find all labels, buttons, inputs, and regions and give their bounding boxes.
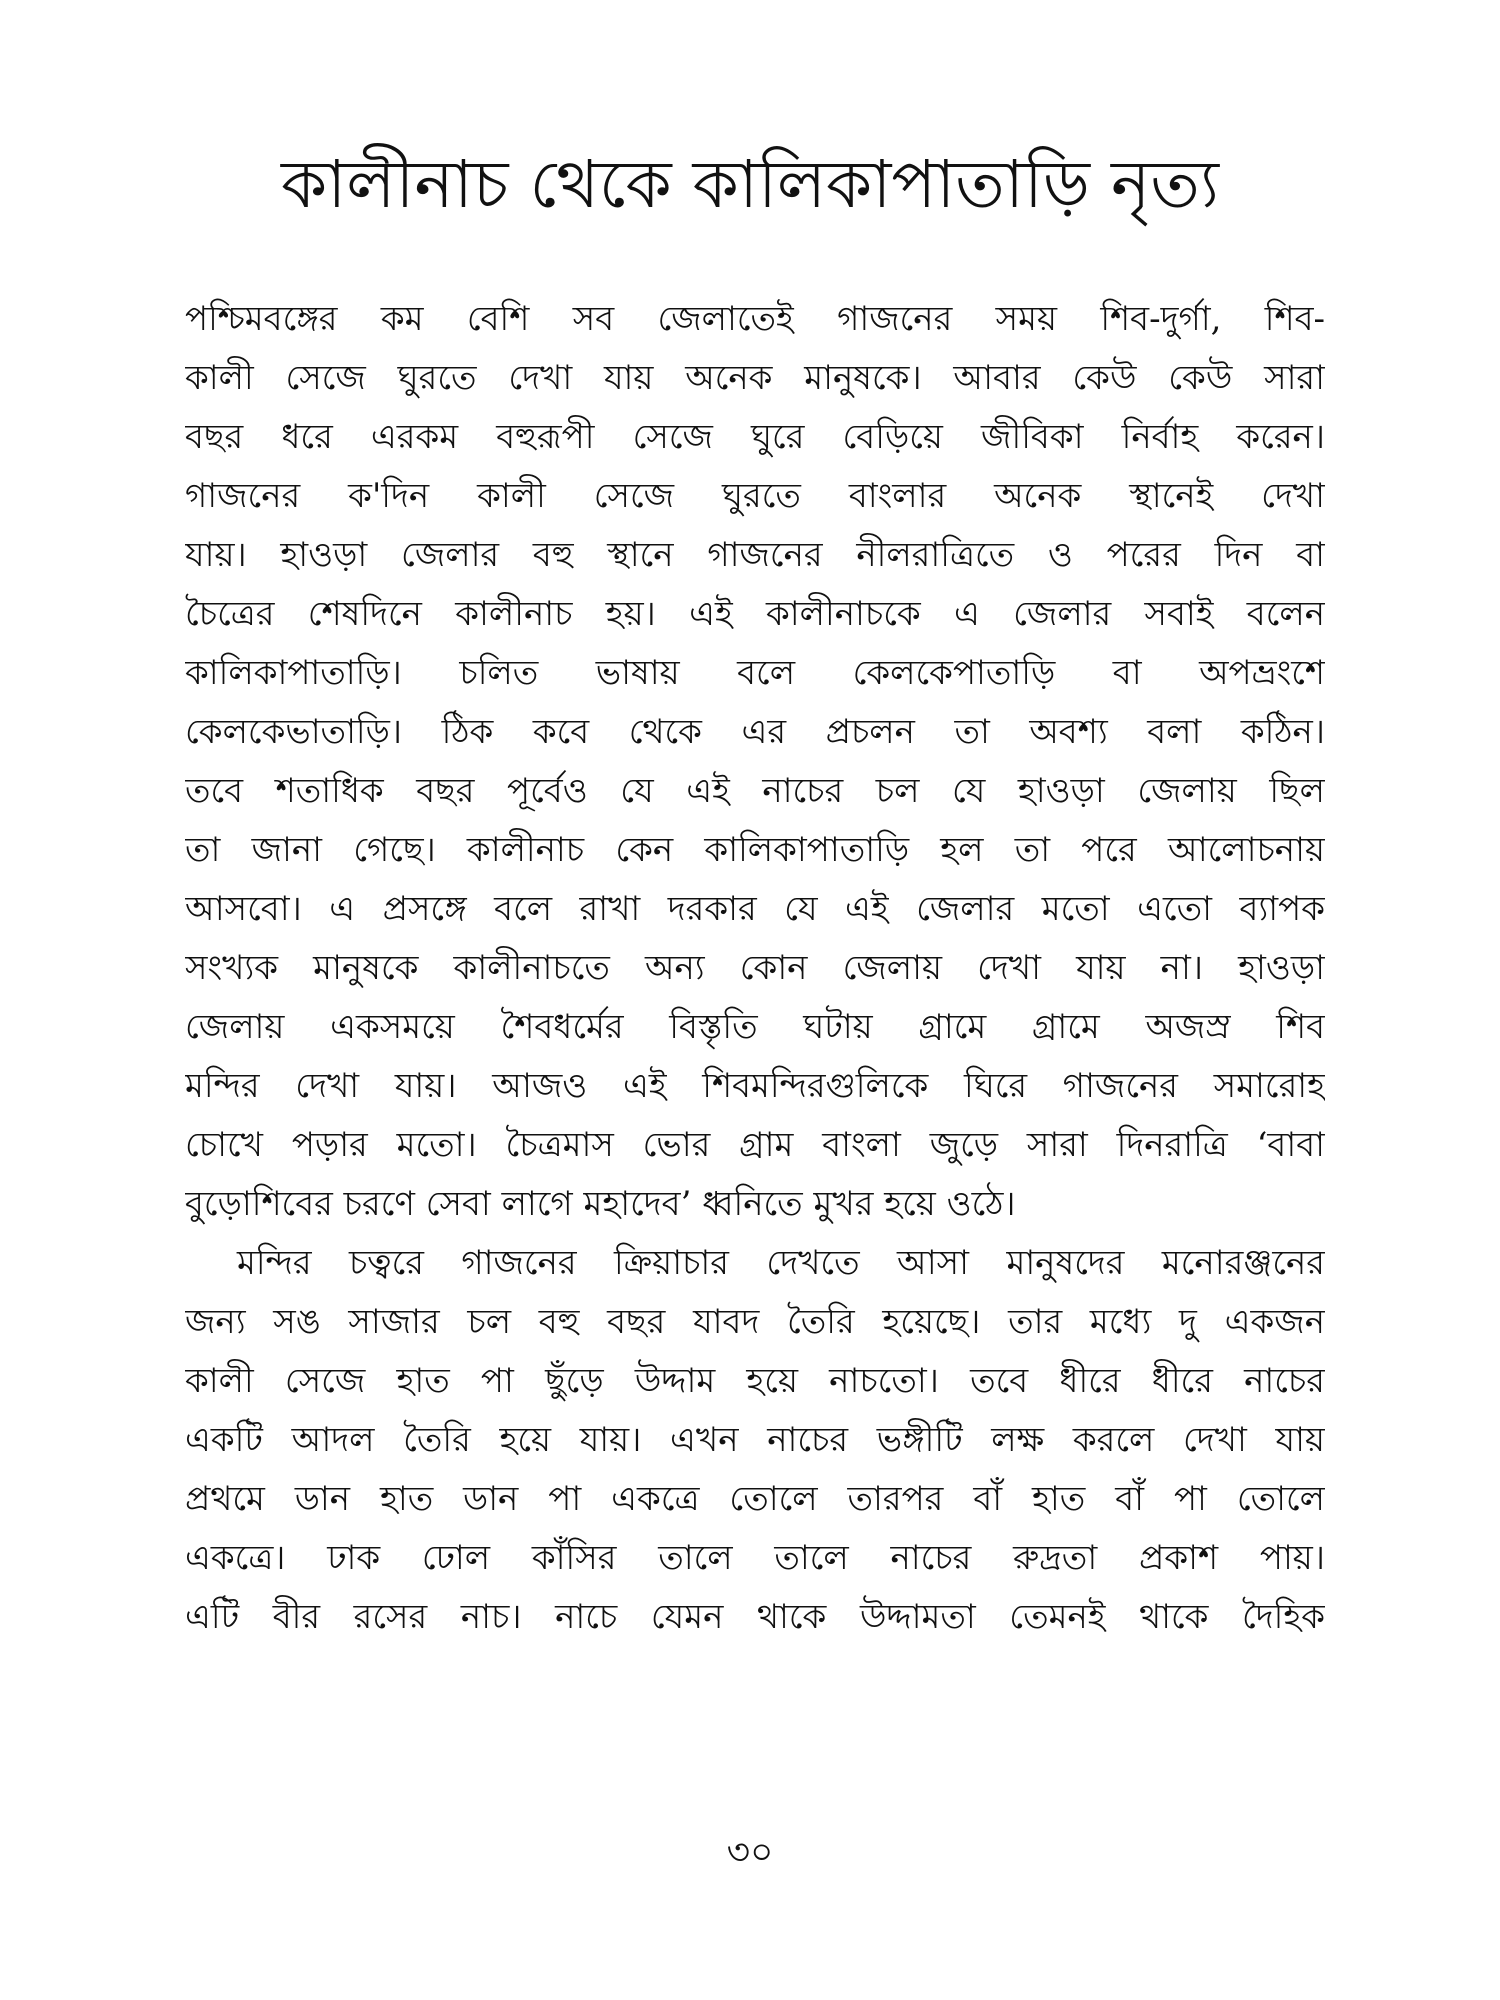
paragraph-1 xyxy=(185,290,1325,1234)
text-line: বুড়োশিবের চরণে সেবা লাগে মহাদেব’ ধ্বনিতে মুখর হয়ে ওঠে। xyxy=(185,1184,1016,1224)
text-line: তা জানা গেছে। কালীনাচ কেন কালিকাপাতাড়ি হল তা পরে আলোচনায় xyxy=(185,830,1325,870)
text-line: প্রথমে ডান হাত ডান পা একত্রে তোলে তারপর বাঁ হাত বাঁ পা তোলে xyxy=(185,1479,1325,1519)
paragraph-2 xyxy=(185,1234,1325,1647)
text-line: এটি বীর রসের নাচ। নাচে যেমন থাকে উদ্দামতা তেমনই থাকে দৈহিক xyxy=(185,1597,1325,1637)
text-line: চোখে পড়ার মতো। চৈত্রমাস ভোর গ্রাম বাংলা জুড়ে সারা দিনরাত্রি ‘বাবা xyxy=(185,1125,1325,1165)
text-line: কালী সেজে ঘুরতে দেখা যায় অনেক মানুষকে। আবার কেউ কেউ সারা xyxy=(185,358,1325,398)
text-line: মন্দির দেখা যায়। আজও এই শিবমন্দিরগুলিকে ঘিরে গাজনের সমারোহ xyxy=(185,1066,1325,1106)
text-line: মন্দির চত্বরে গাজনের ক্রিয়াচার দেখতে আসা মানুষদের মনোরঞ্জনের xyxy=(237,1243,1325,1283)
text-line: জেলায় একসময়ে শৈবধর্মের বিস্তৃতি ঘটায় গ্রামে গ্রামে অজস্র শিব xyxy=(185,1007,1325,1047)
text-line: কালী সেজে হাত পা ছুঁড়ে উদ্দাম হয়ে নাচতো। তবে ধীরে ধীরে নাচের xyxy=(185,1361,1325,1401)
text-line: চৈত্রের শেষদিনে কালীনাচ হয়। এই কালীনাচকে এ জেলার সবাই বলেন xyxy=(185,594,1325,634)
text-line: একটি আদল তৈরি হয়ে যায়। এখন নাচের ভঙ্গীটি লক্ষ করলে দেখা যায় xyxy=(185,1420,1325,1460)
text-line: যায়। হাওড়া জেলার বহু স্থানে গাজনের নীলরাত্রিতে ও পরের দিন বা xyxy=(185,535,1325,575)
text-line: পশ্চিমবঙ্গের কম বেশি সব জেলাতেই গাজনের সময় শিব-দুর্গা, শিব- xyxy=(185,299,1325,339)
text-line: জন্য সঙ সাজার চল বহু বছর যাবদ তৈরি হয়েছে। তার মধ্যে দু একজন xyxy=(185,1302,1325,1342)
text-line: বছর ধরে এরকম বহুরূপী সেজে ঘুরে বেড়িয়ে জীবিকা নির্বাহ করেন। xyxy=(185,417,1325,457)
text-line: গাজনের ক'দিন কালী সেজে ঘুরতে বাংলার অনেক স্থানেই দেখা xyxy=(185,476,1325,516)
text-line: একত্রে। ঢাক ঢোল কাঁসির তালে তালে নাচের রুদ্রতা প্রকাশ পায়। xyxy=(185,1538,1325,1578)
body-text xyxy=(185,290,1325,1647)
text-line: আসবো। এ প্রসঙ্গে বলে রাখা দরকার যে এই জেলার মতো এতো ব্যাপক xyxy=(185,889,1325,929)
text-line: সংখ্যক মানুষকে কালীনাচতে অন্য কোন জেলায় দেখা যায় না। হাওড়া xyxy=(185,948,1325,988)
text-line: তবে শতাধিক বছর পূর্বেও যে এই নাচের চল যে হাওড়া জেলায় ছিল xyxy=(185,771,1325,811)
page-number: ৩০ xyxy=(726,1832,774,1873)
text-line: কালিকাপাতাড়ি। চলিত ভাষায় বলে কেলকেপাতাড়ি বা অপভ্রংশে xyxy=(185,653,1325,693)
page-title: কালীনাচ থেকে কালিকাপাতাড়ি নৃত্য xyxy=(280,146,1220,223)
text-line: কেলকেভাতাড়ি। ঠিক কবে থেকে এর প্রচলন তা অবশ্য বলা কঠিন। xyxy=(185,712,1325,752)
